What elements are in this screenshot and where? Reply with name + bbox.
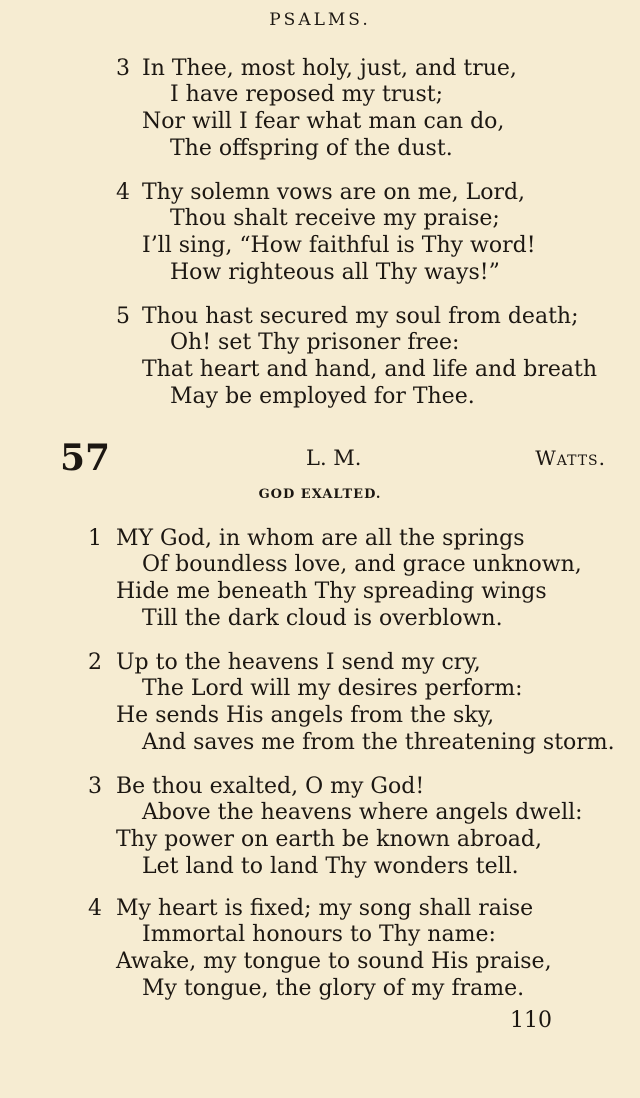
verse-line: Hide me beneath Thy spreading wings: [116, 579, 547, 604]
verse-line: How righteous all Thy ways!”: [170, 260, 500, 285]
stanza-number: 5: [116, 304, 130, 329]
stanza-number: 2: [88, 650, 102, 675]
hymn-title: GOD EXALTED.: [258, 487, 382, 502]
verse-line: My heart is fixed; my song shall raise: [116, 896, 534, 921]
verse-line: Above the heavens where angels dwell:: [142, 800, 583, 825]
stanza-number: 3: [116, 56, 130, 81]
verse-line: Let land to land Thy wonders tell.: [142, 854, 519, 879]
verse-line: Thy solemn vows are on me, Lord,: [142, 180, 526, 205]
verse-line: Till the dark cloud is overblown.: [142, 606, 503, 631]
hymn-author: Watts.: [535, 446, 606, 470]
running-head: PSALMS.: [269, 10, 371, 30]
hymn-meter: L. M.: [306, 446, 362, 470]
verse-line: Oh! set Thy prisoner free:: [170, 330, 460, 355]
verse-line: He sends His angels from the sky,: [116, 703, 495, 728]
verse-line: In Thee, most holy, just, and true,: [142, 56, 517, 81]
stanza-number: 1: [88, 526, 102, 551]
verse-line: The Lord will my desires perform:: [142, 676, 523, 701]
verse-line: Immortal honours to Thy name:: [142, 922, 496, 947]
verse-line: I have reposed my trust;: [170, 82, 444, 107]
verse-line: Be thou exalted, O my God!: [116, 774, 425, 799]
verse-line: Awake, my tongue to sound His praise,: [116, 949, 552, 974]
verse-line: My tongue, the glory of my frame.: [142, 976, 525, 1001]
verse-line: Of boundless love, and grace unknown,: [142, 552, 582, 577]
stanza-number: 3: [88, 774, 102, 799]
verse-line: Nor will I fear what man can do,: [142, 109, 505, 134]
verse-line: That heart and hand, and life and breath: [142, 357, 598, 382]
verse-line: Thou shalt receive my praise;: [170, 206, 500, 231]
verse-line: Thy power on earth be known abroad,: [116, 827, 543, 852]
verse-line: Up to the heavens I send my cry,: [116, 650, 481, 675]
verse-line: I’ll sing, “How faithful is Thy word!: [142, 233, 536, 258]
verse-line: Thou hast secured my soul from death;: [142, 304, 579, 329]
stanza-number: 4: [116, 180, 130, 205]
verse-line: The offspring of the dust.: [170, 136, 453, 161]
page-number: 110: [510, 1008, 552, 1033]
verse-line: MY God, in whom are all the springs: [116, 526, 525, 551]
stanza-number: 4: [88, 896, 102, 921]
hymn-number: 57: [60, 437, 111, 479]
verse-line: And saves me from the threatening storm.: [142, 730, 615, 755]
verse-line: May be employed for Thee.: [170, 384, 475, 409]
